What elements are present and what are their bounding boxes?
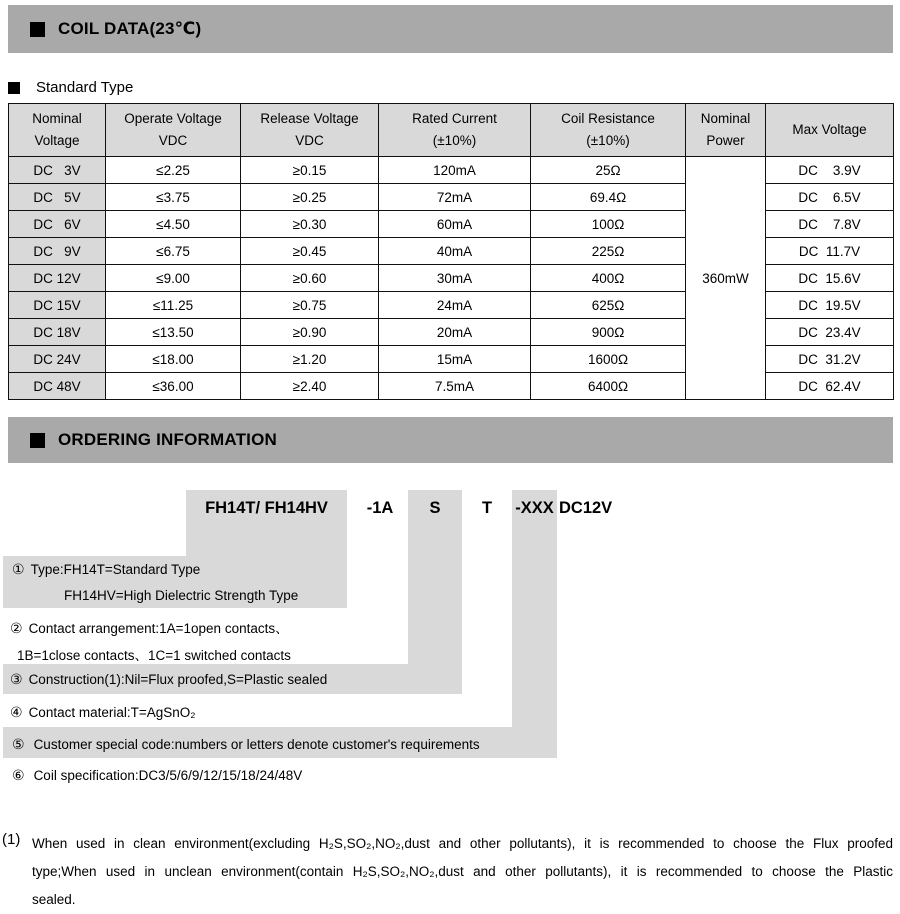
footnote-marker: (1) <box>2 831 21 848</box>
cell-max-voltage: DC 7.8V <box>766 211 894 238</box>
note-4-number: ④ <box>10 704 23 720</box>
cell-max-voltage: DC 6.5V <box>766 184 894 211</box>
note-3-number: ③ <box>10 671 23 687</box>
section-marker-icon <box>30 22 45 37</box>
footnote-text <box>32 830 893 914</box>
cell-resistance: 25Ω <box>531 157 686 184</box>
footnote-line-3: sealed. <box>32 892 76 907</box>
cell-nominal: DC 9V <box>9 238 106 265</box>
cell-release: ≥0.60 <box>241 265 379 292</box>
cell-current: 7.5mA <box>379 373 531 400</box>
footnote-line-2: type;When used in unclean environment(contain H₂S,SO₂,NO₂,dust and other pollutants), it is recommended to choose the Plastic <box>32 864 893 879</box>
cell-current: 40mA <box>379 238 531 265</box>
cell-release: ≥1.20 <box>241 346 379 373</box>
cell-max-voltage: DC 15.6V <box>766 265 894 292</box>
section-marker-icon <box>30 433 45 448</box>
coil-data-title: COIL DATA(23℃) <box>58 19 202 38</box>
cell-release: ≥0.45 <box>241 238 379 265</box>
cell-current: 30mA <box>379 265 531 292</box>
cell-operate: ≤9.00 <box>106 265 241 292</box>
cell-current: 15mA <box>379 346 531 373</box>
header-coil-resistance: Coil Resistance (±10%) <box>531 104 686 157</box>
footnote-line-1: When used in clean environment(excluding H₂S,SO₂,NO₂,dust and other pollutants), it is recommended to choose the Flux proofed <box>32 836 893 851</box>
cell-resistance: 625Ω <box>531 292 686 319</box>
cell-release: ≥0.25 <box>241 184 379 211</box>
ordering-special-code-column <box>512 490 557 758</box>
note-2-number: ② <box>10 620 23 636</box>
footnote <box>2 830 893 914</box>
coil-data-table <box>8 103 894 400</box>
cell-resistance: 100Ω <box>531 211 686 238</box>
cell-operate: ≤2.25 <box>106 157 241 184</box>
cell-nominal: DC 5V <box>9 184 106 211</box>
note-2-line-2: 1B=1close contacts、1C=1 switched contacts <box>17 648 291 663</box>
cell-nominal: DC 12V <box>9 265 106 292</box>
cell-operate: ≤36.00 <box>106 373 241 400</box>
cell-operate: ≤11.25 <box>106 292 241 319</box>
note-5-number: ⑤ <box>12 736 25 752</box>
header-release-voltage: Release Voltage VDC <box>241 104 379 157</box>
table-header-row <box>9 104 894 157</box>
cell-max-voltage: DC 19.5V <box>766 292 894 319</box>
ordering-section-header <box>8 417 893 463</box>
cell-operate: ≤3.75 <box>106 184 241 211</box>
cell-resistance: 6400Ω <box>531 373 686 400</box>
code-construction: S <box>429 499 441 517</box>
cell-resistance: 225Ω <box>531 238 686 265</box>
cell-current: 72mA <box>379 184 531 211</box>
standard-type-label: Standard Type <box>36 79 134 96</box>
cell-operate: ≤6.75 <box>106 238 241 265</box>
cell-nominal: DC 48V <box>9 373 106 400</box>
code-special: -XXX <box>515 499 554 517</box>
note-1-line-2: FH14HV=High Dielectric Strength Type <box>64 588 299 603</box>
note-1-line-1: ① Type:FH14T=Standard Type <box>12 561 201 577</box>
note-3-line: ③ Construction(1):Nil=Flux proofed,S=Plastic sealed <box>10 671 328 687</box>
note-1-number: ① <box>12 561 25 577</box>
header-max-voltage: Max Voltage <box>766 104 894 157</box>
cell-current: 20mA <box>379 319 531 346</box>
note-5-line: ⑤ Customer special code:numbers or letters denote customer's requirements <box>12 736 480 752</box>
cell-nominal: DC 24V <box>9 346 106 373</box>
code-coil-spec: DC12V <box>559 499 613 517</box>
header-nominal-power: Nominal Power <box>686 104 766 157</box>
code-arrangement: -1A <box>366 499 394 517</box>
note-6-number: ⑥ <box>12 767 25 783</box>
cell-operate: ≤4.50 <box>106 211 241 238</box>
cell-current: 60mA <box>379 211 531 238</box>
header-nominal-voltage: Nominal Voltage <box>9 104 106 157</box>
cell-max-voltage: DC 3.9V <box>766 157 894 184</box>
header-rated-current: Rated Current (±10%) <box>379 104 531 157</box>
table-row <box>9 157 894 184</box>
cell-release: ≥0.75 <box>241 292 379 319</box>
note-6-line: ⑥ Coil specification:DC3/5/6/9/12/15/18/24/48V <box>12 767 303 783</box>
cell-max-voltage: DC 23.4V <box>766 319 894 346</box>
cell-release: ≥0.30 <box>241 211 379 238</box>
cell-max-voltage: DC 31.2V <box>766 346 894 373</box>
note-4-line: ④ Contact material:T=AgSnO₂ <box>10 704 196 720</box>
cell-resistance: 900Ω <box>531 319 686 346</box>
header-operate-voltage: Operate Voltage VDC <box>106 104 241 157</box>
cell-release: ≥2.40 <box>241 373 379 400</box>
cell-resistance: 69.4Ω <box>531 184 686 211</box>
cell-operate: ≤13.50 <box>106 319 241 346</box>
cell-nominal: DC 18V <box>9 319 106 346</box>
cell-release: ≥0.90 <box>241 319 379 346</box>
cell-nominal-power: 360mW <box>686 157 766 400</box>
cell-release: ≥0.15 <box>241 157 379 184</box>
cell-resistance: 400Ω <box>531 265 686 292</box>
cell-max-voltage: DC 62.4V <box>766 373 894 400</box>
ordering-title: ORDERING INFORMATION <box>58 430 278 449</box>
cell-nominal: DC 15V <box>9 292 106 319</box>
cell-max-voltage: DC 11.7V <box>766 238 894 265</box>
cell-current: 120mA <box>379 157 531 184</box>
cell-current: 24mA <box>379 292 531 319</box>
bullet-square-icon <box>8 82 20 94</box>
note-2-line-1: ② Contact arrangement:1A=1open contacts、 <box>10 620 289 636</box>
cell-operate: ≤18.00 <box>106 346 241 373</box>
cell-resistance: 1600Ω <box>531 346 686 373</box>
cell-nominal: DC 3V <box>9 157 106 184</box>
coil-data-section-header <box>8 5 893 53</box>
code-material: T <box>481 499 493 517</box>
code-type: FH14T/ FH14HV <box>205 499 328 517</box>
standard-type-label-row <box>8 79 133 96</box>
cell-nominal: DC 6V <box>9 211 106 238</box>
